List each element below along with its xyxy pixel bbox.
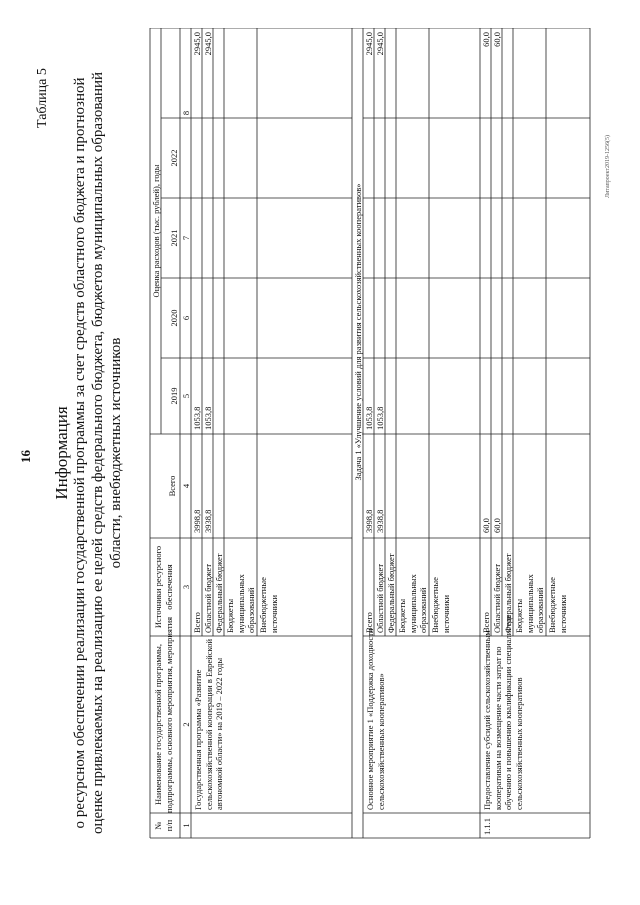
value-cell: 3998,8: [364, 509, 374, 533]
col-number: 4: [181, 483, 191, 489]
source-label: Областной бюджет: [492, 563, 502, 633]
source-label: Внебюджетные источники: [258, 577, 279, 633]
source-label: Бюджеты муниципальных образований: [397, 574, 428, 633]
source-label: Всего: [364, 612, 374, 633]
source-label: Федеральный бюджет: [386, 553, 396, 633]
header-total: Всего: [167, 475, 177, 497]
source-label: Бюджеты муниципальных образований: [514, 574, 545, 633]
header-year: 2019: [169, 387, 179, 405]
col-number: 8: [181, 110, 191, 116]
col-number: 1: [181, 823, 191, 828]
value-cell: 2945,0: [364, 32, 374, 56]
header-estimate: Оценка расходов (тыс. рублей), годы: [151, 164, 161, 298]
value-cell: 3938,8: [375, 509, 385, 533]
col-number: 3: [181, 584, 191, 590]
document-stamp: Литапроект2019-1256(5): [605, 135, 611, 198]
header-name: Наименование государственной программы, подпрограммы, основного мероприятия, мероприятия: [153, 616, 174, 813]
source-label: Внебюджетные источники: [430, 577, 451, 633]
header-num: № п/п: [153, 819, 174, 832]
source-label: Внебюджетные источники: [547, 577, 568, 633]
header-year: 2021: [169, 229, 179, 247]
header-year: 2022: [169, 149, 179, 167]
value-cell: 60,0: [481, 518, 491, 533]
value-cell: 3998,8: [192, 509, 202, 533]
row-number: 1.1.1: [482, 818, 492, 835]
main-activity-name: Основное мероприятие 1 «Поддержка доходности сельскохозяйственных кооперативов»: [365, 628, 386, 810]
col-number: 5: [181, 393, 191, 399]
value-cell: 60,0: [492, 32, 502, 47]
doc-subtitle-line: оценке привлекаемых на реализацию ее целей средств федерального бюджета, бюджетов муниципальных образований: [90, 71, 106, 835]
source-label: Областной бюджет: [203, 563, 213, 633]
task-header: Задача 1 «Улучшение условий для развития сельскохозяйственных кооперативов»: [353, 183, 363, 481]
source-label: Бюджеты муниципальных образований: [225, 574, 256, 633]
source-label: Федеральный бюджет: [503, 553, 513, 633]
col-number: 7: [181, 235, 191, 241]
program-name: Государственная программа «Развитие сельскохозяйственной кооперации в Еврейской автономной области» на 2019 – 2022 годы: [193, 638, 224, 810]
doc-subtitle-line: области, внебюджетных источников: [108, 337, 124, 569]
value-cell: 60,0: [492, 518, 502, 533]
value-cell: 1053,8: [192, 406, 202, 430]
header-year: 2020: [169, 309, 179, 327]
table-label: Таблица 5: [35, 68, 50, 128]
doc-title: Информация: [52, 406, 71, 500]
value-cell: 2945,0: [192, 32, 202, 56]
value-cell: 60,0: [481, 32, 491, 47]
page-number: 16: [18, 450, 33, 463]
value-cell: 1053,8: [203, 406, 213, 430]
header-source: Источники ресурсного обеспечения: [153, 545, 174, 629]
table-grid: [30, 28, 630, 878]
col-number: 2: [181, 722, 191, 727]
value-cell: 3938,8: [203, 509, 213, 533]
rotated-content: [18, 28, 630, 878]
source-label: Всего: [192, 612, 202, 633]
source-label: Всего: [481, 612, 491, 633]
doc-subtitle-line: о ресурсном обеспечении реализации государственной программы за счет средств областного бюджета и прогнозной: [72, 77, 88, 829]
value-cell: 1053,8: [364, 406, 374, 430]
value-cell: 2945,0: [375, 32, 385, 56]
source-label: Областной бюджет: [375, 563, 385, 633]
value-cell: 1053,8: [375, 406, 385, 430]
value-cell: 2945,0: [203, 32, 213, 56]
activity-name: Предоставление субсидий сельскохозяйственным кооперативам на возмещение части затрат по обучению и повышению квалификации специалистов сельскохозяйственных кооперативов: [482, 615, 524, 810]
source-label: Федеральный бюджет: [214, 553, 224, 633]
col-number: 6: [181, 315, 191, 321]
